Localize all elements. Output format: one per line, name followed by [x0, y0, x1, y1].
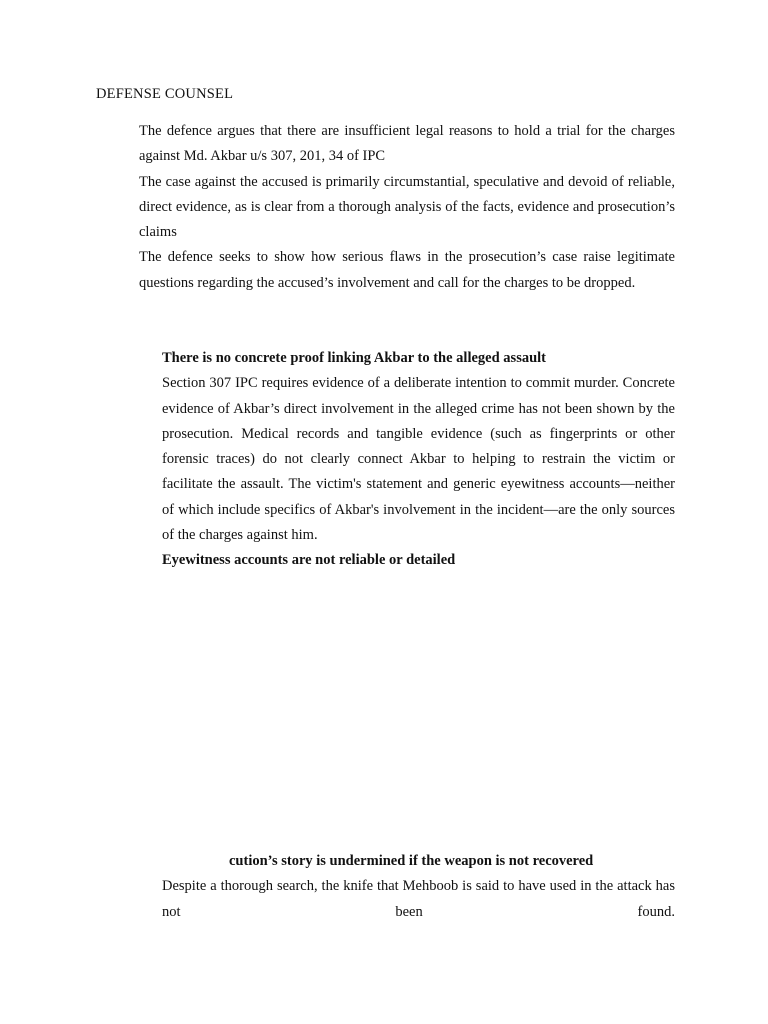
section-subheading: There is no concrete proof linking Akbar to the alleged assault — [162, 350, 547, 366]
intro-paragraph: The case against the accused is primarily circumstantial, speculative and devoid of reliable, direct evidence, as is clear from a thorough analysis of the facts, evidence and prosecution’s claims — [139, 173, 675, 241]
section-body: Despite a thorough search, the knife that Mehboob is said to have used in the attack has not been found. — [162, 878, 675, 920]
intro-paragraph: The defence argues that there are insufficient legal reasons to hold a trial for the charges against Md. Akbar u/s 307, 201, 34 of IPC — [139, 123, 675, 165]
document-heading: DEFENSE COUNSEL — [96, 86, 234, 102]
intro-paragraph: The defence seeks to show how serious flaws in the prosecution’s case raise legitimate questions regarding the accused’s involvement and call for the charges to be dropped. — [139, 249, 675, 291]
intro-section — [139, 119, 675, 296]
section-body: Section 307 IPC requires evidence of a deliberate intention to commit murder. Concrete evidence of Akbar’s direct involvement in the alleged crime has not been shown by the prosecution. Medical records and tangible evidence (such as fingerprints or other forensic traces) do not clearly connect Akbar to helping to restrain the victim or facilitate the assault. The victim's statement and generic eyewitness accounts—neither of which include specifics of Akbar's involvement in the incident—are the only sources of the charges against him. — [162, 375, 675, 544]
section-subheading: Eyewitness accounts are not reliable or detailed — [162, 552, 456, 569]
section-subheading: cution’s story is undermined if the weapon is not recovered — [229, 853, 594, 869]
section-no-concrete-proof — [162, 346, 675, 574]
section-weapon-not-recovered — [162, 849, 675, 925]
